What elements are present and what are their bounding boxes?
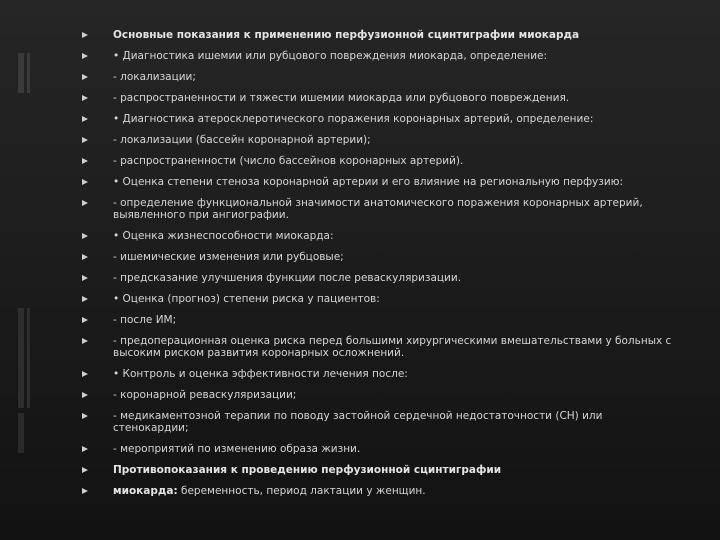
list-item — [82, 155, 682, 176]
list-item — [82, 368, 682, 389]
list-item — [82, 50, 682, 71]
triangle-bullet-icon — [82, 158, 88, 164]
list-item — [82, 71, 682, 92]
list-item-text: - локализации (бассейн коронарной артерии); — [113, 134, 371, 146]
list-item-text: Противопоказания к проведению перфузионной сцинтиграфии — [113, 464, 502, 476]
list-item-rest-part: беременность, период лактации у женщин. — [177, 485, 426, 497]
list-item — [82, 410, 682, 443]
list-item-text: - распространенности (число бассейнов коронарных артерий). — [113, 155, 464, 167]
decor-bar — [18, 308, 24, 408]
triangle-bullet-icon — [82, 275, 88, 281]
triangle-bullet-icon — [82, 488, 88, 494]
list-item-bold-part: миокарда: — [113, 485, 178, 497]
list-item-text: - после ИМ; — [113, 314, 177, 326]
list-item — [82, 197, 682, 230]
triangle-bullet-icon — [82, 137, 88, 143]
decor-bar — [27, 308, 30, 408]
triangle-bullet-icon — [82, 95, 88, 101]
triangle-bullet-icon — [82, 392, 88, 398]
triangle-bullet-icon — [82, 116, 88, 122]
list-item-text: - мероприятий по изменению образа жизни. — [113, 443, 361, 455]
list-item — [82, 134, 682, 155]
list-item-text: • Диагностика ишемии или рубцового повреждения миокарда, определение: — [113, 50, 548, 62]
list-item-text: • Оценка жизнеспособности миокарда: — [113, 230, 334, 242]
list-item-text: - медикаментозной терапии по поводу застойной сердечной недостаточности (СН) или стенокардии; — [113, 410, 603, 434]
list-item — [82, 485, 682, 506]
triangle-bullet-icon — [82, 53, 88, 59]
list-item — [82, 335, 682, 368]
list-item-text: - локализации; — [113, 71, 196, 83]
triangle-bullet-icon — [82, 446, 88, 452]
triangle-bullet-icon — [82, 32, 88, 38]
list-item — [82, 251, 682, 272]
triangle-bullet-icon — [82, 74, 88, 80]
triangle-bullet-icon — [82, 254, 88, 260]
decor-bar — [18, 413, 24, 453]
triangle-bullet-icon — [82, 179, 88, 185]
list-item-text — [113, 485, 673, 497]
list-item-text: - распространенности и тяжести ишемии миокарда или рубцового повреждения. — [113, 92, 570, 104]
list-item-text: - определение функциональной значимости анатомического поражения коронарных артерий, выявленного при ангиографии. — [113, 197, 643, 221]
triangle-bullet-icon — [82, 296, 88, 302]
list-item — [82, 29, 682, 50]
decorative-side-bars — [8, 28, 42, 458]
list-item — [82, 176, 682, 197]
decor-bar — [18, 53, 24, 93]
list-item — [82, 464, 682, 485]
triangle-bullet-icon — [82, 233, 88, 239]
slide-content — [82, 29, 682, 506]
list-item-text: • Оценка степени стеноза коронарной артерии и его влияние на региональную перфузию: — [113, 176, 624, 188]
list-item — [82, 293, 682, 314]
list-item — [82, 92, 682, 113]
list-item-text: • Контроль и оценка эффективности лечения после: — [113, 368, 408, 380]
list-item — [82, 314, 682, 335]
list-item — [82, 230, 682, 251]
list-item-text: • Диагностика атеросклеротического поражения коронарных артерий, определение: — [113, 113, 594, 125]
list-item-text: Основные показания к применению перфузионной сцинтиграфии миокарда — [113, 29, 580, 41]
triangle-bullet-icon — [82, 371, 88, 377]
list-item-text: - предсказание улучшения функции после реваскуляризации. — [113, 272, 462, 284]
triangle-bullet-icon — [82, 338, 88, 344]
list-item — [82, 443, 682, 464]
triangle-bullet-icon — [82, 200, 88, 206]
list-item-text: - предоперационная оценка риска перед большими хирургическими вмешательствами у больных с высоким риском развития коронарных осложнений. — [113, 335, 672, 359]
triangle-bullet-icon — [82, 467, 88, 473]
decor-bar — [27, 53, 30, 93]
list-item — [82, 272, 682, 293]
list-item-text: - коронарной реваскуляризации; — [113, 389, 297, 401]
list-item-text: • Оценка (прогноз) степени риска у пациентов: — [113, 293, 380, 305]
list-item — [82, 113, 682, 134]
list-item — [82, 389, 682, 410]
triangle-bullet-icon — [82, 317, 88, 323]
triangle-bullet-icon — [82, 413, 88, 419]
list-item-text: - ишемические изменения или рубцовые; — [113, 251, 344, 263]
